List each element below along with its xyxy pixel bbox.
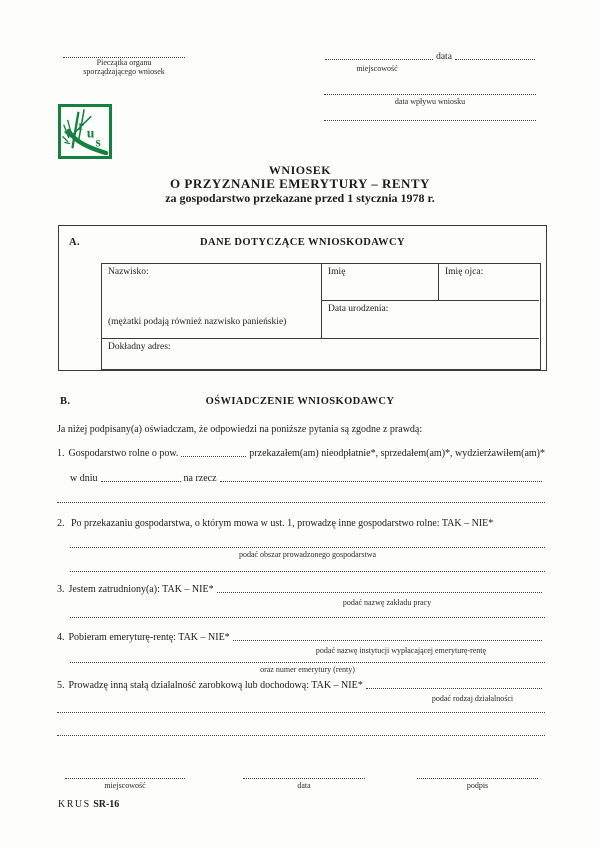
item-5-text: Prowadzę inną stałą działalność zarobkową lub dochodową: TAK – NIE* <box>68 680 363 691</box>
item-3-caption: podać nazwę zakładu pracy <box>342 598 432 607</box>
item-3-number: 3. <box>57 584 65 595</box>
applicant-data-table <box>101 263 541 370</box>
data-wplywu-fill-line <box>324 94 536 95</box>
item-5-number: 5. <box>57 680 65 691</box>
item-2 <box>57 517 545 572</box>
data-wplywu-caption: data wpływu wniosku <box>394 97 466 106</box>
signature-fill-line <box>417 778 538 779</box>
krus-wheat-icon <box>62 108 108 155</box>
logo-letter-r: r <box>78 118 85 134</box>
maiden-name-note: (mężatki podają również nazwisko panieńskie) <box>108 317 287 327</box>
form-code-number: SR-16 <box>93 799 120 810</box>
extra-fill-line <box>324 120 536 121</box>
surname-label: Nazwisko: <box>108 267 149 277</box>
section-a-box <box>58 225 547 371</box>
activity-fill-line <box>366 688 542 689</box>
miejscowosc-caption: miejscowość <box>356 64 398 73</box>
stamp-area <box>63 57 185 76</box>
recipient-fill-line-2 <box>57 502 545 503</box>
item-4-caption-2: oraz numer emerytury (renty) <box>260 665 355 674</box>
address-cell <box>102 338 539 370</box>
signature-caption: podpis <box>466 781 489 790</box>
item-4-text: Pobieram emeryturę-rentę: TAK – NIE* <box>68 632 230 643</box>
pension-institution-fill-line <box>233 640 542 641</box>
recipient-fill-line <box>220 481 542 482</box>
date-area <box>322 53 538 121</box>
first-name-label: Imię <box>328 267 346 277</box>
form-title-line3: za gospodarstwo przekazane przed 1 stycznia 1978 r. <box>165 191 435 205</box>
birth-date-label: Data urodzenia: <box>328 304 389 314</box>
father-name-cell <box>439 264 539 300</box>
signature-date-caption: data <box>297 781 311 790</box>
item-1 <box>57 447 545 503</box>
place-date-line <box>322 53 538 63</box>
first-name-cell <box>322 264 439 300</box>
item-3-text: Jestem zatrudniony(a): TAK – NIE* <box>68 584 214 595</box>
item-1-text-after: przekazałem(am) nieodpłatnie*, sprzedałem(am)*, wydzierżawiłem(am)* <box>249 448 545 459</box>
signature-place-field <box>65 778 185 790</box>
activity-fill-line-2 <box>57 712 545 713</box>
signature-field <box>417 778 538 790</box>
birth-date-cell <box>322 300 539 338</box>
item-3-line-1 <box>57 583 545 596</box>
workplace-fill-line <box>217 592 542 593</box>
logo-letter-s: s <box>95 134 101 150</box>
item-1-line-1 <box>57 447 545 460</box>
address-label: Dokładny adres: <box>108 342 171 352</box>
item-4-caption: podać nazwę instytucji wypłacającej emeryturę-rentę <box>315 646 487 655</box>
declaration-intro: Ja niżej podpisany(a) oświadczam, że odpowiedzi na poniższe pytania są zgodne z prawdą: <box>57 424 423 435</box>
section-b-heading: OŚWIADCZENIE WNIOSKODAWCY <box>205 396 395 407</box>
signature-date-field <box>243 778 365 790</box>
form-code <box>58 799 119 811</box>
stamp-caption-line1: Pieczątka organu <box>96 58 152 67</box>
item-2-number: 2. <box>57 518 65 529</box>
signature-place-caption: miejscowość <box>104 781 146 790</box>
section-a-heading: DANE DOTYCZĄCE WNIOSKODAWCY <box>200 237 405 248</box>
item-5-caption: podać rodzaj działalności <box>431 694 514 703</box>
item-4-line-1 <box>57 631 545 644</box>
signature-place-fill-line <box>65 778 185 779</box>
transfer-date-fill-line <box>101 481 181 482</box>
item-4 <box>57 631 545 674</box>
farm-area-fill-line <box>70 547 545 548</box>
workplace-fill-line-2 <box>70 617 545 618</box>
data-label: data <box>436 52 452 62</box>
activity-fill-line-3 <box>57 735 545 736</box>
area-fill-line <box>181 456 246 457</box>
item-1-text-before: Gospodarstwo rolne o pow. <box>68 448 179 459</box>
item-2-line-1 <box>57 517 545 530</box>
krus-logo <box>58 104 112 159</box>
item-5 <box>57 679 545 703</box>
surname-cell <box>102 264 322 338</box>
item-1-line-2 <box>70 472 545 485</box>
item-1-date-label: w dniu <box>70 473 98 484</box>
item-2-text: Po przekazaniu gospodarstwa, o którym mowa w ust. 1, prowadzę inne gospodarstwo rolne: TAK – NIE* <box>71 518 494 529</box>
item-1-recipient-label: na rzecz <box>183 473 217 484</box>
pension-number-fill-line <box>70 662 545 663</box>
stamp-caption-line2: sporządzającego wniosek <box>83 67 165 76</box>
father-name-label: Imię ojca: <box>445 267 484 277</box>
section-a-label: A. <box>69 237 81 248</box>
place-fill-line <box>325 59 433 60</box>
item-5-line-1 <box>57 679 545 692</box>
section-b-label: B. <box>60 396 71 407</box>
item-3 <box>57 583 545 618</box>
item-4-number: 4. <box>57 632 65 643</box>
item-1-number: 1. <box>57 448 65 459</box>
farm-area-fill-line-2 <box>70 571 545 572</box>
signature-date-fill-line <box>243 778 365 779</box>
form-title-line2: O PRZYZNANIE EMERYTURY – RENTY <box>170 176 430 191</box>
item-2-caption: podać obszar prowadzonego gospodarstwa <box>238 550 377 559</box>
form-code-prefix: KRUS <box>58 799 91 810</box>
form-title-line1: WNIOSEK <box>268 163 332 177</box>
date-fill-line <box>455 59 535 60</box>
logo-letter-u: u <box>86 125 95 141</box>
